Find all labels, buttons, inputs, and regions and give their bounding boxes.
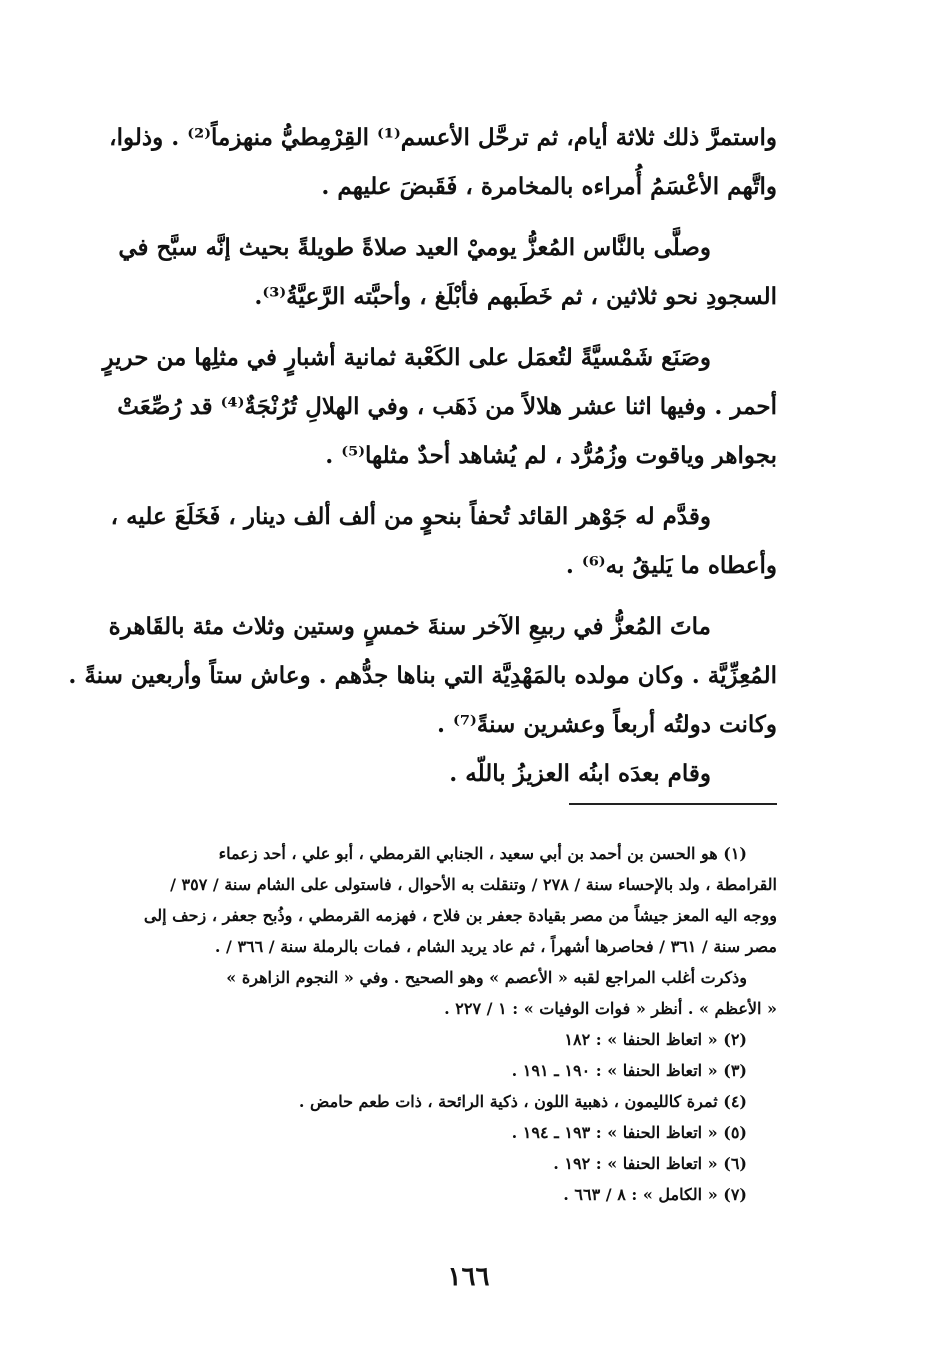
text-line: وصَنَع شَمْسيَّةً لتُعمَل على الكَعْبة ثمانية أشبارٍ في مثلِها من حريرٍ [102,344,711,371]
paragraph-6 [117,749,777,798]
paragraph-2 [117,223,777,321]
text-line: أحمر . وفيها اثنا عشر هلالاً من ذَهَب ، وفي الهلالِ تُرُنْجَةٌ⁽⁴⁾ قد رُصِّعَتْ [117,393,777,420]
footnote-line: مصر سنة / ٣٦١ / فحاصرها أشهراً ، ثم عاد يريد الشام ، فمات بالرملة سنة / ٣٦٦ / . [214,937,777,956]
text-line: المُعِزِّيَّة . وكان مولده بالمَهْدِيَّة التي بناها جدُّهم . وعاش ستاً وأربعين سنةً . [68,662,777,689]
paragraph-5 [68,602,777,749]
footnote-6: (٦) « اتعاظ الحنفا » : ١٩٢ . [553,1154,747,1173]
footnote-line: « الأعظم » . أنظر « فوات الوفيات » : ١ / ٢٢٧ . [444,999,777,1018]
footnote-1 [117,838,777,1024]
text-line: بجواهر وياقوت وزُمُرُّد ، لم يُشاهد أحدٌ مثلها⁽⁵⁾ . [325,442,777,469]
text-line: وأعطاه ما يَليقُ به⁽⁶⁾ . [565,552,777,579]
text-line: وقدَّم له جَوْهر القائد تُحفاً بنحوٍ من ألف ألف دينار ، فَخَلَعَ عليه ، [110,503,711,530]
text-line: ماتَ المُعزُّ في ربيعِ الآخر سنةَ خمسٍ وستين وثلاث مئة بالقَاهرة [108,613,711,640]
text-line: وقام بعدَه ابنُه العزيزُ باللّه . [449,760,711,787]
page-number: ١٦٦ [447,1262,490,1292]
footnote-5: (٥) « اتعاظ الحنفا » : ١٩٣ ـ ١٩٤ . [511,1123,747,1142]
footnote-3: (٣) « اتعاظ الحنفا » : ١٩٠ ـ ١٩١ . [511,1061,747,1080]
paragraph-1 [109,113,777,211]
main-text [68,113,777,798]
text-line: وكانت دولتُه أربعاً وعشرين سنةً⁽⁷⁾ . [436,711,777,738]
footnote-line: وذكرت أغلب المراجع لقبه « الأعصم » وهو الصحيح . وفي « النجوم الزاهرة » [226,968,747,987]
footnote-line: القرامطة ، ولد بالإحساء سنة / ٢٧٨ / وتنقلت به الأحوال ، فاستولى على الشام سنة / ٣٥٧ / [170,875,777,894]
footnote-4: (٤) ثمرة كالليمون ، ذهبية اللون ، ذكية الرائحة ، ذات طعم حامض . [298,1092,747,1111]
footnote-2: (٢) « اتعاظ الحنفا » : ١٨٢ [564,1030,747,1049]
footnote-separator [569,803,777,805]
footnotes [117,838,777,1210]
text-line: وصلَّى بالنَّاس المُعزُّ يوميْ العيد صلاةً طويلةً بحيث إنَّه سبَّح في [118,234,711,261]
footnote-line: ووجه اليه المعز جيشاً من مصر بقيادة جعفر بن فلاح ، فهزمه القرمطي ، وذُبح جعفر ، زحف إلى [143,906,777,925]
paragraph-4 [110,492,777,590]
text-line: السجودِ نحو ثلاثين ، ثم خَطَبهم فأبْلَغ ، وأحبَّته الرَّعيَّةُ⁽³⁾. [254,283,777,310]
footnote-line: (١) هو الحسن بن أحمد بن أبي سعيد ، الجنابي القرمطي ، أبو علي ، أحد زعماء [218,844,747,863]
text-line: واستمرَّ ذلك ثلاثة أيام، ثم ترحَّل الأعسم⁽¹⁾ القِرْمِطيُّ منهزماً⁽²⁾ . وذلوا، [109,124,777,151]
footnote-7: (٧) « الكامل » : ٨ / ٦٦٣ . [563,1185,747,1204]
paragraph-3 [102,333,777,480]
text-line: واتَّهم الأعْسَمُ أُمراءه بالمخامرة ، فَقَبضَ عليهم . [321,173,777,200]
